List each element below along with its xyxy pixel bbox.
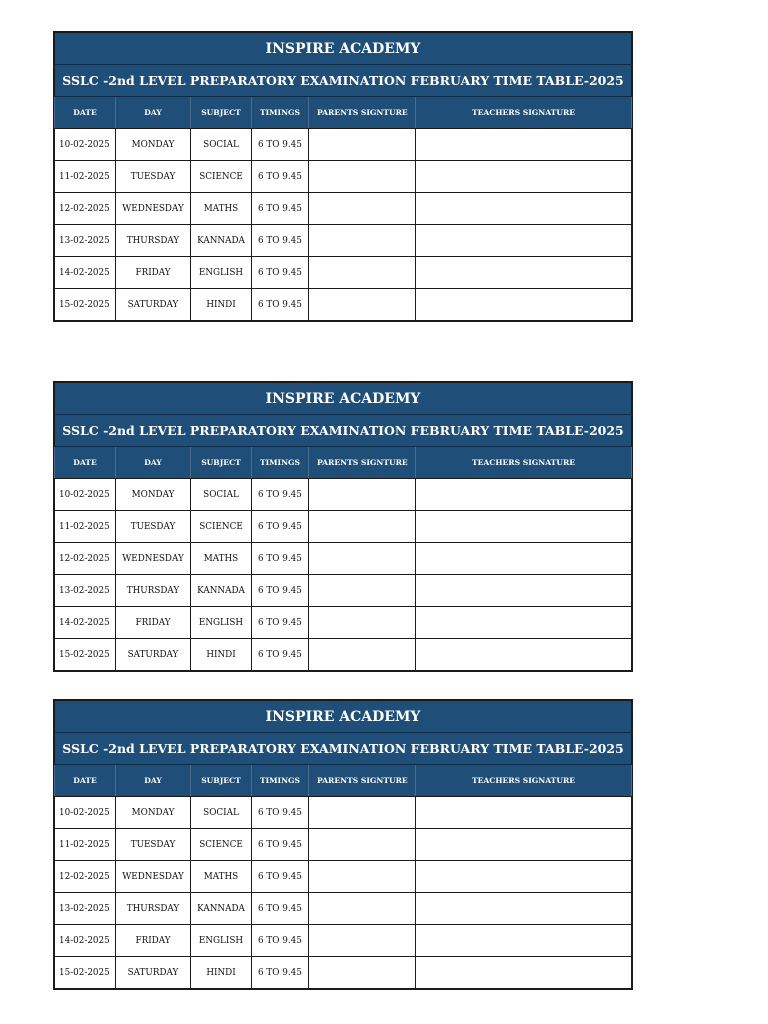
timetable-1: [53, 31, 633, 322]
column-header-row: [55, 97, 632, 129]
date-cell: 11-02-2025: [55, 511, 116, 543]
parents-signature-cell[interactable]: [309, 861, 416, 893]
teachers-signature-cell[interactable]: [416, 193, 632, 225]
column-header-date: DATE: [55, 97, 116, 129]
exam-subtitle: SSLC -2nd LEVEL PREPARATORY EXAMINATION FEBRUARY TIME TABLE-2025: [55, 415, 632, 447]
parents-signature-cell[interactable]: [309, 575, 416, 607]
table-row: [55, 161, 632, 193]
table-row: [55, 607, 632, 639]
column-header-day: DAY: [116, 765, 191, 797]
teachers-signature-cell[interactable]: [416, 129, 632, 161]
date-cell: 10-02-2025: [55, 797, 116, 829]
timing-cell: 6 TO 9.45: [252, 193, 309, 225]
subject-cell: SCIENCE: [191, 511, 252, 543]
timing-cell: 6 TO 9.45: [252, 607, 309, 639]
parents-signature-cell[interactable]: [309, 829, 416, 861]
table-row: [55, 479, 632, 511]
column-header-subject: SUBJECT: [191, 765, 252, 797]
parents-signature-cell[interactable]: [309, 511, 416, 543]
parents-signature-cell[interactable]: [309, 129, 416, 161]
timing-cell: 6 TO 9.45: [252, 225, 309, 257]
table-row: [55, 543, 632, 575]
date-cell: 12-02-2025: [55, 543, 116, 575]
timing-cell: 6 TO 9.45: [252, 511, 309, 543]
table-row: [55, 957, 632, 989]
teachers-signature-cell[interactable]: [416, 957, 632, 989]
column-header-day: DAY: [116, 97, 191, 129]
day-cell: SATURDAY: [116, 639, 191, 671]
parents-signature-cell[interactable]: [309, 479, 416, 511]
column-header-row: [55, 765, 632, 797]
teachers-signature-cell[interactable]: [416, 543, 632, 575]
teachers-signature-cell[interactable]: [416, 829, 632, 861]
exam-subtitle: SSLC -2nd LEVEL PREPARATORY EXAMINATION FEBRUARY TIME TABLE-2025: [55, 65, 632, 97]
subject-cell: HINDI: [191, 289, 252, 321]
teachers-signature-cell[interactable]: [416, 289, 632, 321]
table-row: [55, 861, 632, 893]
subject-cell: SOCIAL: [191, 797, 252, 829]
date-cell: 12-02-2025: [55, 193, 116, 225]
teachers-signature-cell[interactable]: [416, 479, 632, 511]
day-cell: FRIDAY: [116, 607, 191, 639]
timing-cell: 6 TO 9.45: [252, 479, 309, 511]
teachers-signature-cell[interactable]: [416, 161, 632, 193]
subject-cell: ENGLISH: [191, 257, 252, 289]
subject-cell: SCIENCE: [191, 161, 252, 193]
column-header-date: DATE: [55, 765, 116, 797]
parents-signature-cell[interactable]: [309, 607, 416, 639]
timetable-2: [53, 381, 633, 672]
date-cell: 11-02-2025: [55, 161, 116, 193]
timetable-3: [53, 699, 633, 990]
column-header-timings: TIMINGS: [252, 447, 309, 479]
day-cell: FRIDAY: [116, 257, 191, 289]
parents-signature-cell[interactable]: [309, 289, 416, 321]
table-row: [55, 797, 632, 829]
subject-cell: SOCIAL: [191, 479, 252, 511]
subject-cell: MATHS: [191, 193, 252, 225]
timing-cell: 6 TO 9.45: [252, 797, 309, 829]
table-row: [55, 925, 632, 957]
subject-cell: SOCIAL: [191, 129, 252, 161]
column-header-timings: TIMINGS: [252, 765, 309, 797]
teachers-signature-cell[interactable]: [416, 607, 632, 639]
column-header-teachers-signature: TEACHERS SIGNATURE: [416, 765, 632, 797]
teachers-signature-cell[interactable]: [416, 797, 632, 829]
teachers-signature-cell[interactable]: [416, 511, 632, 543]
table-row: [55, 575, 632, 607]
parents-signature-cell[interactable]: [309, 797, 416, 829]
timing-cell: 6 TO 9.45: [252, 861, 309, 893]
column-header-parents-signature: PARENTS SIGNTURE: [309, 765, 416, 797]
column-header-parents-signature: PARENTS SIGNTURE: [309, 97, 416, 129]
timing-cell: 6 TO 9.45: [252, 575, 309, 607]
subject-cell: HINDI: [191, 957, 252, 989]
subject-cell: MATHS: [191, 543, 252, 575]
parents-signature-cell[interactable]: [309, 925, 416, 957]
column-header-subject: SUBJECT: [191, 447, 252, 479]
parents-signature-cell[interactable]: [309, 639, 416, 671]
date-cell: 15-02-2025: [55, 289, 116, 321]
teachers-signature-cell[interactable]: [416, 925, 632, 957]
teachers-signature-cell[interactable]: [416, 257, 632, 289]
teachers-signature-cell[interactable]: [416, 639, 632, 671]
academy-title: INSPIRE ACADEMY: [55, 701, 632, 733]
timing-cell: 6 TO 9.45: [252, 129, 309, 161]
day-cell: WEDNESDAY: [116, 543, 191, 575]
column-header-parents-signature: PARENTS SIGNTURE: [309, 447, 416, 479]
day-cell: WEDNESDAY: [116, 193, 191, 225]
day-cell: THURSDAY: [116, 575, 191, 607]
subject-cell: KANNADA: [191, 575, 252, 607]
date-cell: 10-02-2025: [55, 129, 116, 161]
date-cell: 13-02-2025: [55, 575, 116, 607]
date-cell: 11-02-2025: [55, 829, 116, 861]
timing-cell: 6 TO 9.45: [252, 543, 309, 575]
timing-cell: 6 TO 9.45: [252, 161, 309, 193]
column-header-teachers-signature: TEACHERS SIGNATURE: [416, 97, 632, 129]
timetable-grid: [54, 382, 632, 671]
timing-cell: 6 TO 9.45: [252, 957, 309, 989]
table-row: [55, 829, 632, 861]
timing-cell: 6 TO 9.45: [252, 925, 309, 957]
table-row: [55, 639, 632, 671]
parents-signature-cell[interactable]: [309, 543, 416, 575]
parents-signature-cell[interactable]: [309, 893, 416, 925]
day-cell: MONDAY: [116, 797, 191, 829]
date-cell: 14-02-2025: [55, 257, 116, 289]
teachers-signature-cell[interactable]: [416, 893, 632, 925]
column-header-timings: TIMINGS: [252, 97, 309, 129]
timing-cell: 6 TO 9.45: [252, 257, 309, 289]
column-header-subject: SUBJECT: [191, 97, 252, 129]
academy-title: INSPIRE ACADEMY: [55, 33, 632, 65]
table-row: [55, 893, 632, 925]
parents-signature-cell[interactable]: [309, 161, 416, 193]
table-row: [55, 289, 632, 321]
date-cell: 12-02-2025: [55, 861, 116, 893]
day-cell: SATURDAY: [116, 289, 191, 321]
teachers-signature-cell[interactable]: [416, 225, 632, 257]
day-cell: WEDNESDAY: [116, 861, 191, 893]
timing-cell: 6 TO 9.45: [252, 893, 309, 925]
day-cell: MONDAY: [116, 129, 191, 161]
parents-signature-cell[interactable]: [309, 225, 416, 257]
date-cell: 10-02-2025: [55, 479, 116, 511]
date-cell: 15-02-2025: [55, 957, 116, 989]
subject-cell: SCIENCE: [191, 829, 252, 861]
date-cell: 15-02-2025: [55, 639, 116, 671]
table-row: [55, 129, 632, 161]
subject-cell: KANNADA: [191, 225, 252, 257]
timing-cell: 6 TO 9.45: [252, 639, 309, 671]
timetable-grid: [54, 32, 632, 321]
day-cell: MONDAY: [116, 479, 191, 511]
day-cell: TUESDAY: [116, 161, 191, 193]
day-cell: SATURDAY: [116, 957, 191, 989]
table-row: [55, 225, 632, 257]
subject-cell: MATHS: [191, 861, 252, 893]
day-cell: THURSDAY: [116, 225, 191, 257]
date-cell: 13-02-2025: [55, 225, 116, 257]
table-row: [55, 257, 632, 289]
day-cell: TUESDAY: [116, 511, 191, 543]
timing-cell: 6 TO 9.45: [252, 829, 309, 861]
column-header-day: DAY: [116, 447, 191, 479]
parents-signature-cell[interactable]: [309, 193, 416, 225]
parents-signature-cell[interactable]: [309, 957, 416, 989]
subject-cell: HINDI: [191, 639, 252, 671]
date-cell: 14-02-2025: [55, 925, 116, 957]
day-cell: FRIDAY: [116, 925, 191, 957]
table-row: [55, 511, 632, 543]
subject-cell: ENGLISH: [191, 925, 252, 957]
day-cell: THURSDAY: [116, 893, 191, 925]
table-row: [55, 193, 632, 225]
academy-title: INSPIRE ACADEMY: [55, 383, 632, 415]
date-cell: 13-02-2025: [55, 893, 116, 925]
column-header-row: [55, 447, 632, 479]
column-header-teachers-signature: TEACHERS SIGNATURE: [416, 447, 632, 479]
column-header-date: DATE: [55, 447, 116, 479]
day-cell: TUESDAY: [116, 829, 191, 861]
teachers-signature-cell[interactable]: [416, 861, 632, 893]
timing-cell: 6 TO 9.45: [252, 289, 309, 321]
subject-cell: KANNADA: [191, 893, 252, 925]
exam-subtitle: SSLC -2nd LEVEL PREPARATORY EXAMINATION FEBRUARY TIME TABLE-2025: [55, 733, 632, 765]
date-cell: 14-02-2025: [55, 607, 116, 639]
subject-cell: ENGLISH: [191, 607, 252, 639]
teachers-signature-cell[interactable]: [416, 575, 632, 607]
parents-signature-cell[interactable]: [309, 257, 416, 289]
timetable-grid: [54, 700, 632, 989]
